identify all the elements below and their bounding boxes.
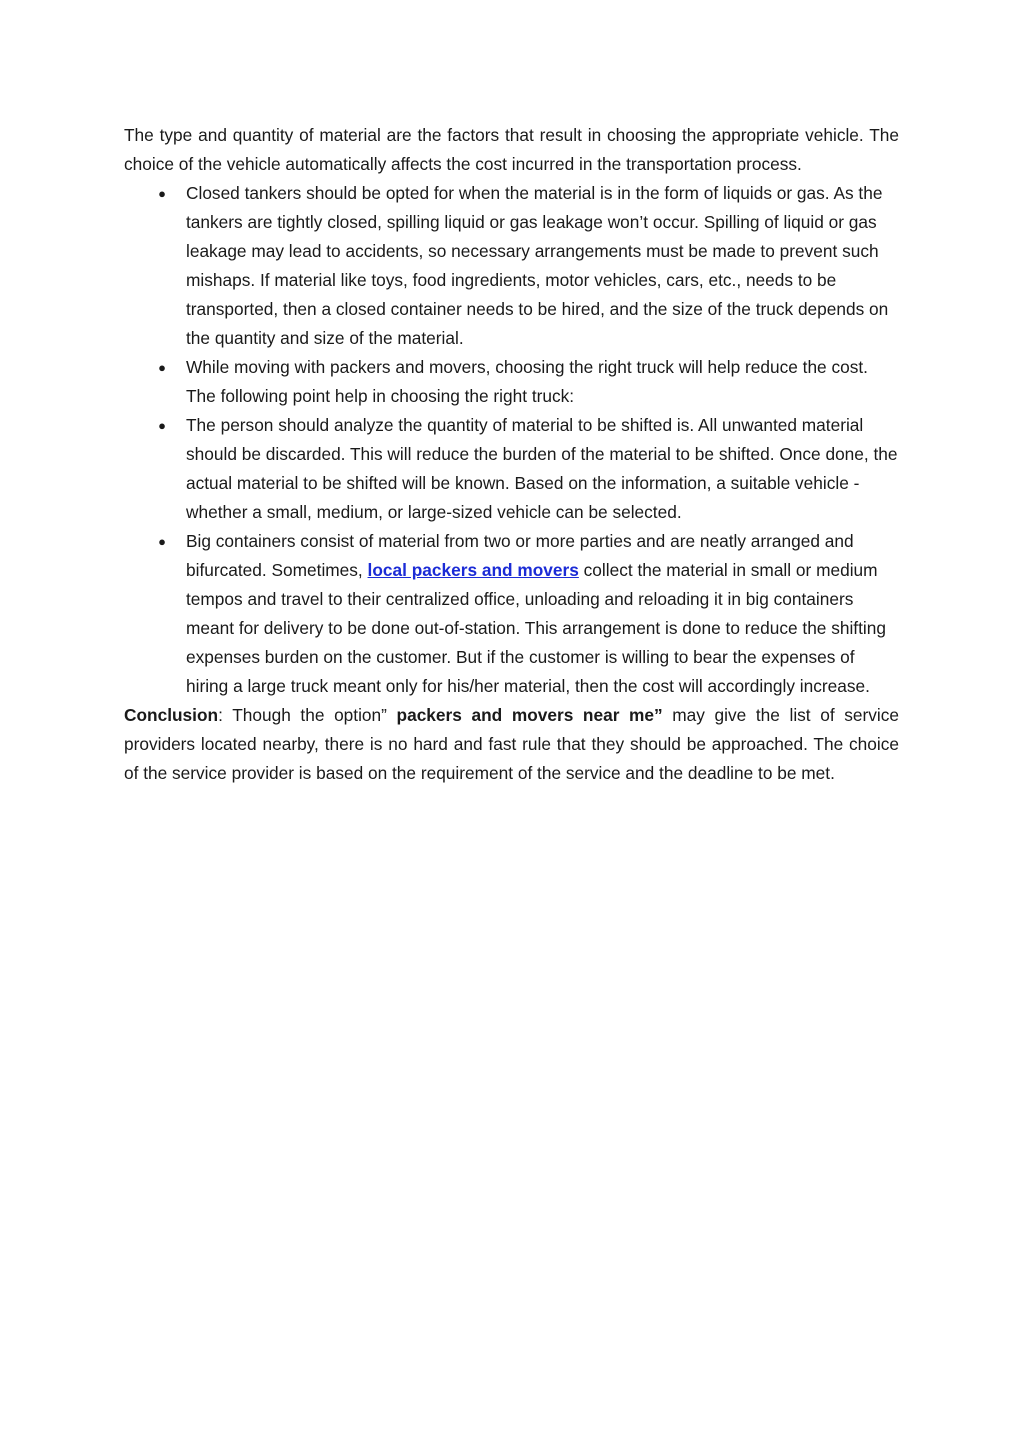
conclusion-text-b: may give the list of service providers located nearby, there is no hard and fast rule that they should be approached. The choice of the service provider is based on the requirement of the service and the deadline to be met. bbox=[124, 705, 899, 783]
conclusion-paragraph bbox=[124, 701, 899, 788]
intro-paragraph: The type and quantity of material are the factors that result in choosing the appropriate vehicle. The choice of the vehicle automatically affects the cost incurred in the transportation process. bbox=[124, 125, 899, 174]
conclusion-label: Conclusion bbox=[124, 705, 219, 725]
bullet-list bbox=[124, 179, 899, 701]
conclusion-bold-phrase: packers and movers near me” bbox=[396, 705, 663, 725]
bullet-icon: ● bbox=[158, 186, 166, 201]
document-page bbox=[124, 121, 899, 788]
list-item-text: While moving with packers and movers, choosing the right truck will help reduce the cost. The following point help in choosing the right truck: bbox=[186, 357, 868, 406]
list-item-text: Closed tankers should be opted for when the material is in the form of liquids or gas. As the tankers are tightly closed, spilling liquid or gas leakage won’t occur. Spilling of liquid or gas leakage may lead to accidents, so necessary arrangements must be made to prevent such mishaps. If material like toys, food ingredients, motor vehicles, cars, etc., needs to be transported, then a closed container needs to be hired, and the size of the truck depends on the quantity and size of the material. bbox=[186, 183, 889, 348]
conclusion-text-a: : Though the option” bbox=[218, 705, 397, 725]
local-packers-movers-link[interactable]: local packers and movers bbox=[367, 560, 579, 580]
list-item bbox=[158, 527, 899, 701]
bullet-icon: ● bbox=[158, 418, 166, 433]
bullet-icon: ● bbox=[158, 534, 166, 549]
list-item-text-before-link: Big containers consist of material from two or more parties and are neatly arranged and bifurcated. Sometimes, bbox=[186, 531, 854, 580]
list-item bbox=[158, 179, 899, 353]
list-item-text-after-link: collect the material in small or medium tempos and travel to their centralized office, unloading and reloading it in big containers meant for delivery to be done out-of-station. This arrangement is done to reduce the shifting expenses burden on the customer. But if the customer is willing to bear the expenses of hiring a large truck meant only for his/her material, then the cost will accordingly increase. bbox=[186, 560, 886, 696]
bullet-icon: ● bbox=[158, 360, 166, 375]
list-item bbox=[158, 411, 899, 527]
list-item bbox=[158, 353, 899, 411]
list-item-text: The person should analyze the quantity of material to be shifted is. All unwanted material should be discarded. This will reduce the burden of the material to be shifted. Once done, the actual material to be shifted will be known. Based on the information, a suitable vehicle -whether a small, medium, or large-sized vehicle can be selected. bbox=[186, 415, 898, 522]
